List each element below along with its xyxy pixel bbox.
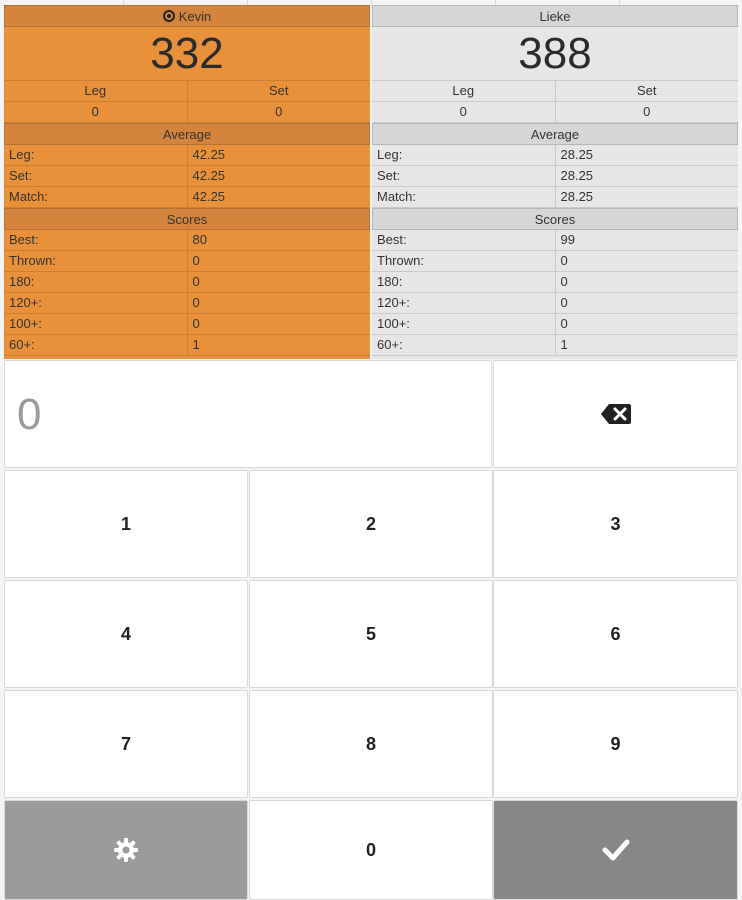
set-value: 0: [188, 102, 371, 123]
player-name: Lieke: [539, 9, 571, 24]
stat-value: 0: [188, 314, 371, 335]
stat-row: [4, 187, 370, 208]
stat-row: [4, 145, 370, 166]
player-name-header: [4, 5, 370, 27]
stat-label: Leg:: [4, 145, 188, 166]
leg-value: 0: [372, 102, 556, 123]
stat-label: Match:: [372, 187, 556, 208]
leg-set-values: [372, 102, 738, 123]
leg-value: 0: [4, 102, 188, 123]
stat-value: 42.25: [188, 187, 371, 208]
key-8[interactable]: 8: [249, 690, 493, 798]
key-6[interactable]: 6: [493, 580, 738, 688]
stat-label: 100+:: [372, 314, 556, 335]
stat-value: 42.25: [188, 166, 371, 187]
stat-value: 0: [188, 293, 371, 314]
leg-label: Leg: [4, 81, 188, 102]
stat-row: [372, 230, 738, 251]
stat-row: [4, 166, 370, 187]
stat-row: [372, 166, 738, 187]
stat-value: 99: [556, 230, 739, 251]
stat-value: 0: [188, 251, 371, 272]
key-1[interactable]: 1: [4, 470, 248, 578]
stat-label: Set:: [372, 166, 556, 187]
stat-row: [4, 335, 370, 356]
key-3[interactable]: 3: [493, 470, 738, 578]
player-name-header: [372, 5, 738, 27]
stat-value: 0: [188, 272, 371, 293]
leg-set-values: [4, 102, 370, 123]
stat-row: [372, 314, 738, 335]
stat-label: Best:: [372, 230, 556, 251]
gear-icon: [113, 837, 139, 863]
stat-value: 42.25: [188, 145, 371, 166]
stat-row: [4, 293, 370, 314]
stat-value: 28.25: [556, 166, 739, 187]
stat-value: 0: [556, 293, 739, 314]
stat-value: 1: [188, 335, 371, 356]
key-9[interactable]: 9: [493, 690, 738, 798]
stat-value: 0: [556, 251, 739, 272]
settings-button[interactable]: [4, 800, 248, 900]
player-panel-kevin: [4, 5, 370, 359]
stat-value: 28.25: [556, 145, 739, 166]
stat-label: Best:: [4, 230, 188, 251]
stat-value: 28.25: [556, 187, 739, 208]
confirm-button[interactable]: [493, 800, 738, 900]
leg-set-labels: [372, 81, 738, 102]
set-label: Set: [188, 81, 371, 102]
stat-row: [372, 187, 738, 208]
active-player-target-icon: [163, 10, 175, 22]
leg-label: Leg: [372, 81, 556, 102]
stat-row: [4, 230, 370, 251]
stat-row: [372, 335, 738, 356]
set-value: 0: [556, 102, 739, 123]
leg-set-labels: [4, 81, 370, 102]
set-label: Set: [556, 81, 739, 102]
player-name: Kevin: [178, 9, 212, 24]
average-header: Average: [372, 123, 738, 145]
stat-row: [4, 314, 370, 335]
stat-value: 0: [556, 272, 739, 293]
key-7[interactable]: 7: [4, 690, 248, 798]
stat-label: 120+:: [4, 293, 188, 314]
stat-label: 60+:: [372, 335, 556, 356]
stat-row: [372, 251, 738, 272]
stat-label: 120+:: [372, 293, 556, 314]
stat-label: 60+:: [4, 335, 188, 356]
check-icon: [602, 839, 630, 861]
stat-label: 100+:: [4, 314, 188, 335]
scores-header: Scores: [4, 208, 370, 230]
stat-label: Thrown:: [4, 251, 188, 272]
stat-value: 0: [556, 314, 739, 335]
player-panel-lieke: [372, 5, 738, 359]
stat-row: [4, 272, 370, 293]
key-4[interactable]: 4: [4, 580, 248, 688]
scores-header: Scores: [372, 208, 738, 230]
key-5[interactable]: 5: [249, 580, 493, 688]
stat-row: [372, 293, 738, 314]
stat-value: 1: [556, 335, 739, 356]
key-2[interactable]: 2: [249, 470, 493, 578]
score-keypad: [4, 360, 738, 900]
key-0[interactable]: 0: [249, 800, 493, 900]
stat-row: [4, 251, 370, 272]
stat-value: 80: [188, 230, 371, 251]
stat-label: 180:: [4, 272, 188, 293]
stat-label: Set:: [4, 166, 188, 187]
stat-label: Leg:: [372, 145, 556, 166]
backspace-icon: [600, 403, 632, 425]
stat-label: 180:: [372, 272, 556, 293]
stat-row: [372, 272, 738, 293]
backspace-button[interactable]: [493, 360, 738, 468]
stat-row: [372, 145, 738, 166]
score-input-display[interactable]: 0: [4, 360, 492, 468]
stat-label: Thrown:: [372, 251, 556, 272]
remaining-score: 388: [372, 27, 738, 81]
remaining-score: 332: [4, 27, 370, 81]
average-header: Average: [4, 123, 370, 145]
stat-label: Match:: [4, 187, 188, 208]
